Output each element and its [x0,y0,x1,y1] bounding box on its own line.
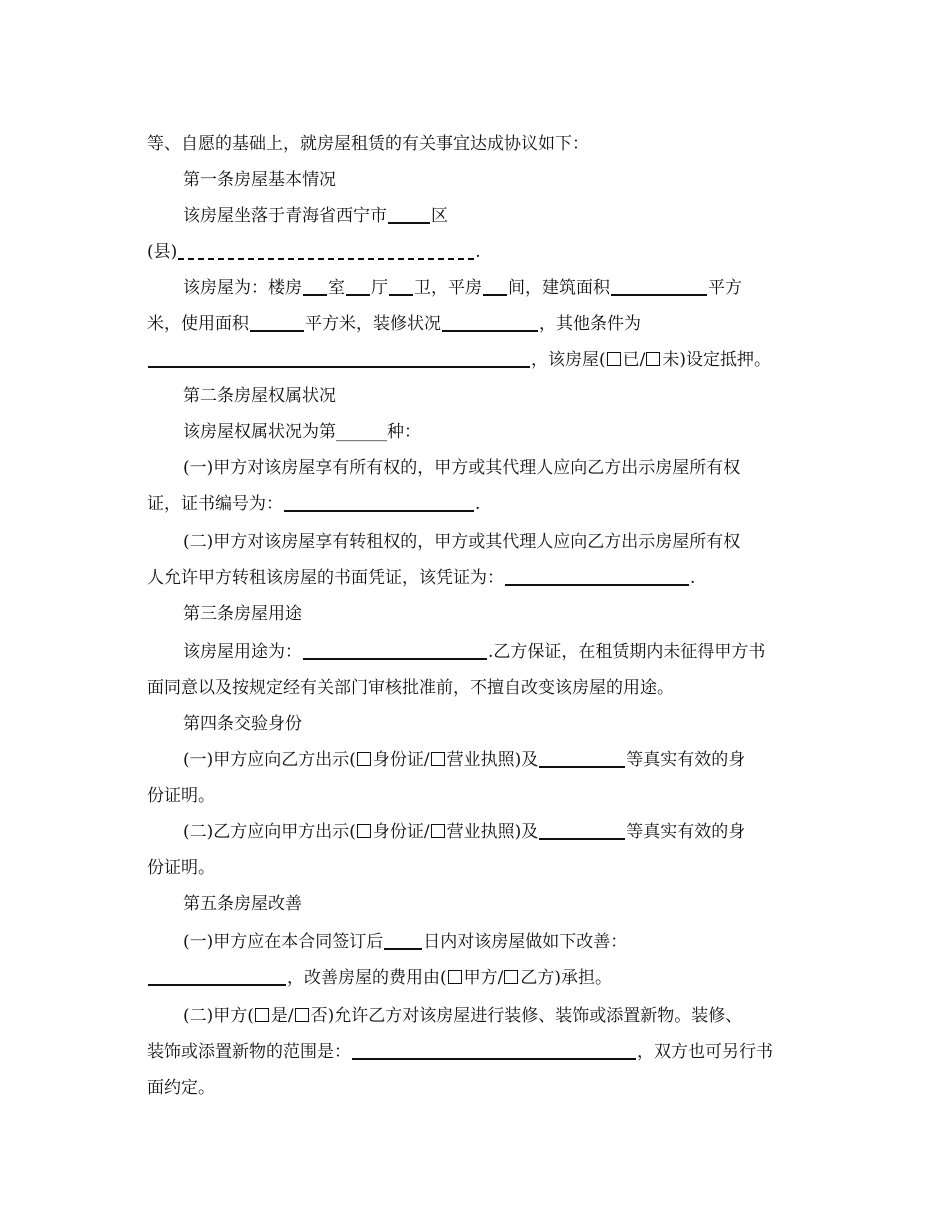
blank-a-other-id[interactable] [539,750,625,768]
blank-halls[interactable] [346,278,370,296]
blank-baths[interactable] [389,278,413,296]
checkbox-allow-no[interactable] [295,1008,309,1022]
checkbox-mortgaged[interactable] [607,352,621,366]
checkbox-a-business-license[interactable] [431,752,445,766]
section-heading: 第五条房屋改善 [183,894,302,914]
blank-voucher[interactable] [505,568,689,586]
section-heading: 第三条房屋用途 [183,604,302,624]
section-heading: 第二条房屋权属状况 [183,386,336,406]
blank-bungalow-rooms[interactable] [483,278,507,296]
checkbox-a-id-card[interactable] [357,752,371,766]
paragraph-line: (一)甲方对该房屋享有所有权的，甲方或其代理人应向乙方出示房屋所有权 [183,458,741,478]
blank-b-other-id[interactable] [539,822,625,840]
checkbox-cost-party-a[interactable] [448,970,462,984]
paragraph-line: (二)乙方应向甲方出示( 身份证/ 营业执照)及 等真实有效的身 [183,822,746,842]
paragraph-line: 面约定。 [147,1078,215,1098]
blank-improvement-days[interactable] [384,932,422,950]
paragraph-line: 证，证书编号为： . [147,494,481,514]
paragraph-line: (一)甲方应在本合同签订后 日内对该房屋做如下改善： [183,932,628,952]
blank-rooms[interactable] [303,278,327,296]
checkbox-allow-yes[interactable] [255,1008,269,1022]
blank-usable-area[interactable] [250,314,304,332]
checkbox-b-business-license[interactable] [431,824,445,838]
paragraph-line: 该房屋用途为： .乙方保证，在租赁期内未征得甲方书 [183,642,766,662]
blank-address[interactable] [178,242,474,260]
checkbox-cost-party-b[interactable] [504,970,518,984]
blank-other-conditions[interactable] [148,350,530,368]
blank-improvement-details[interactable] [148,968,286,986]
paragraph-line: 份证明。 [147,786,215,806]
section-heading: 第四条交验身份 [183,714,302,734]
paragraph-line: ，改善房屋的费用由( 甲方/ 乙方)承担。 [147,967,612,989]
paragraph-line: 面同意以及按规定经有关部门审核批准前，不擅自改变该房屋的用途。 [147,678,674,698]
paragraph-line: ，该房屋( 已/ 未)设定抵押。 [147,349,771,371]
paragraph-line: (二)甲方对该房屋享有转租权的，甲方或其代理人应向乙方出示房屋所有权 [183,532,741,552]
blank-building-area[interactable] [611,278,707,296]
paragraph-line: (县) . [147,242,481,262]
blank-certificate-number[interactable] [284,494,474,512]
paragraph-line: 等、自愿的基础上，就房屋租赁的有关事宜达成协议如下： [147,134,589,154]
paragraph-line: (一)甲方应向乙方出示( 身份证/ 营业执照)及 等真实有效的身 [183,750,746,770]
section-heading: 第一条房屋基本情况 [183,170,336,190]
blank-decoration-scope[interactable] [352,1042,636,1060]
paragraph-line: 该房屋权属状况为第______种： [183,422,421,442]
paragraph-line: 该房屋为：楼房 室 厅 卫，平房 间，建筑面积 平方 [183,278,742,298]
paragraph-line: 人允许甲方转租该房屋的书面凭证，该凭证为： . [147,568,696,588]
blank-district[interactable] [388,206,430,224]
checkbox-not-mortgaged[interactable] [646,352,660,366]
paragraph-line: 装饰或添置新物的范围是： ，双方也可另行书 [147,1042,773,1062]
paragraph-line: 份证明。 [147,858,215,878]
blank-decoration[interactable] [442,314,538,332]
blank-usage[interactable] [303,642,487,660]
paragraph-line: 米，使用面积 平方米，装修状况 ，其他条件为 [147,314,641,334]
paragraph-line: (二)甲方( 是/ 否)允许乙方对该房屋进行装修、装饰或添置新物。装修、 [183,1006,743,1026]
paragraph-line: 该房屋坐落于青海省西宁市 区 [183,206,448,226]
checkbox-b-id-card[interactable] [357,824,371,838]
